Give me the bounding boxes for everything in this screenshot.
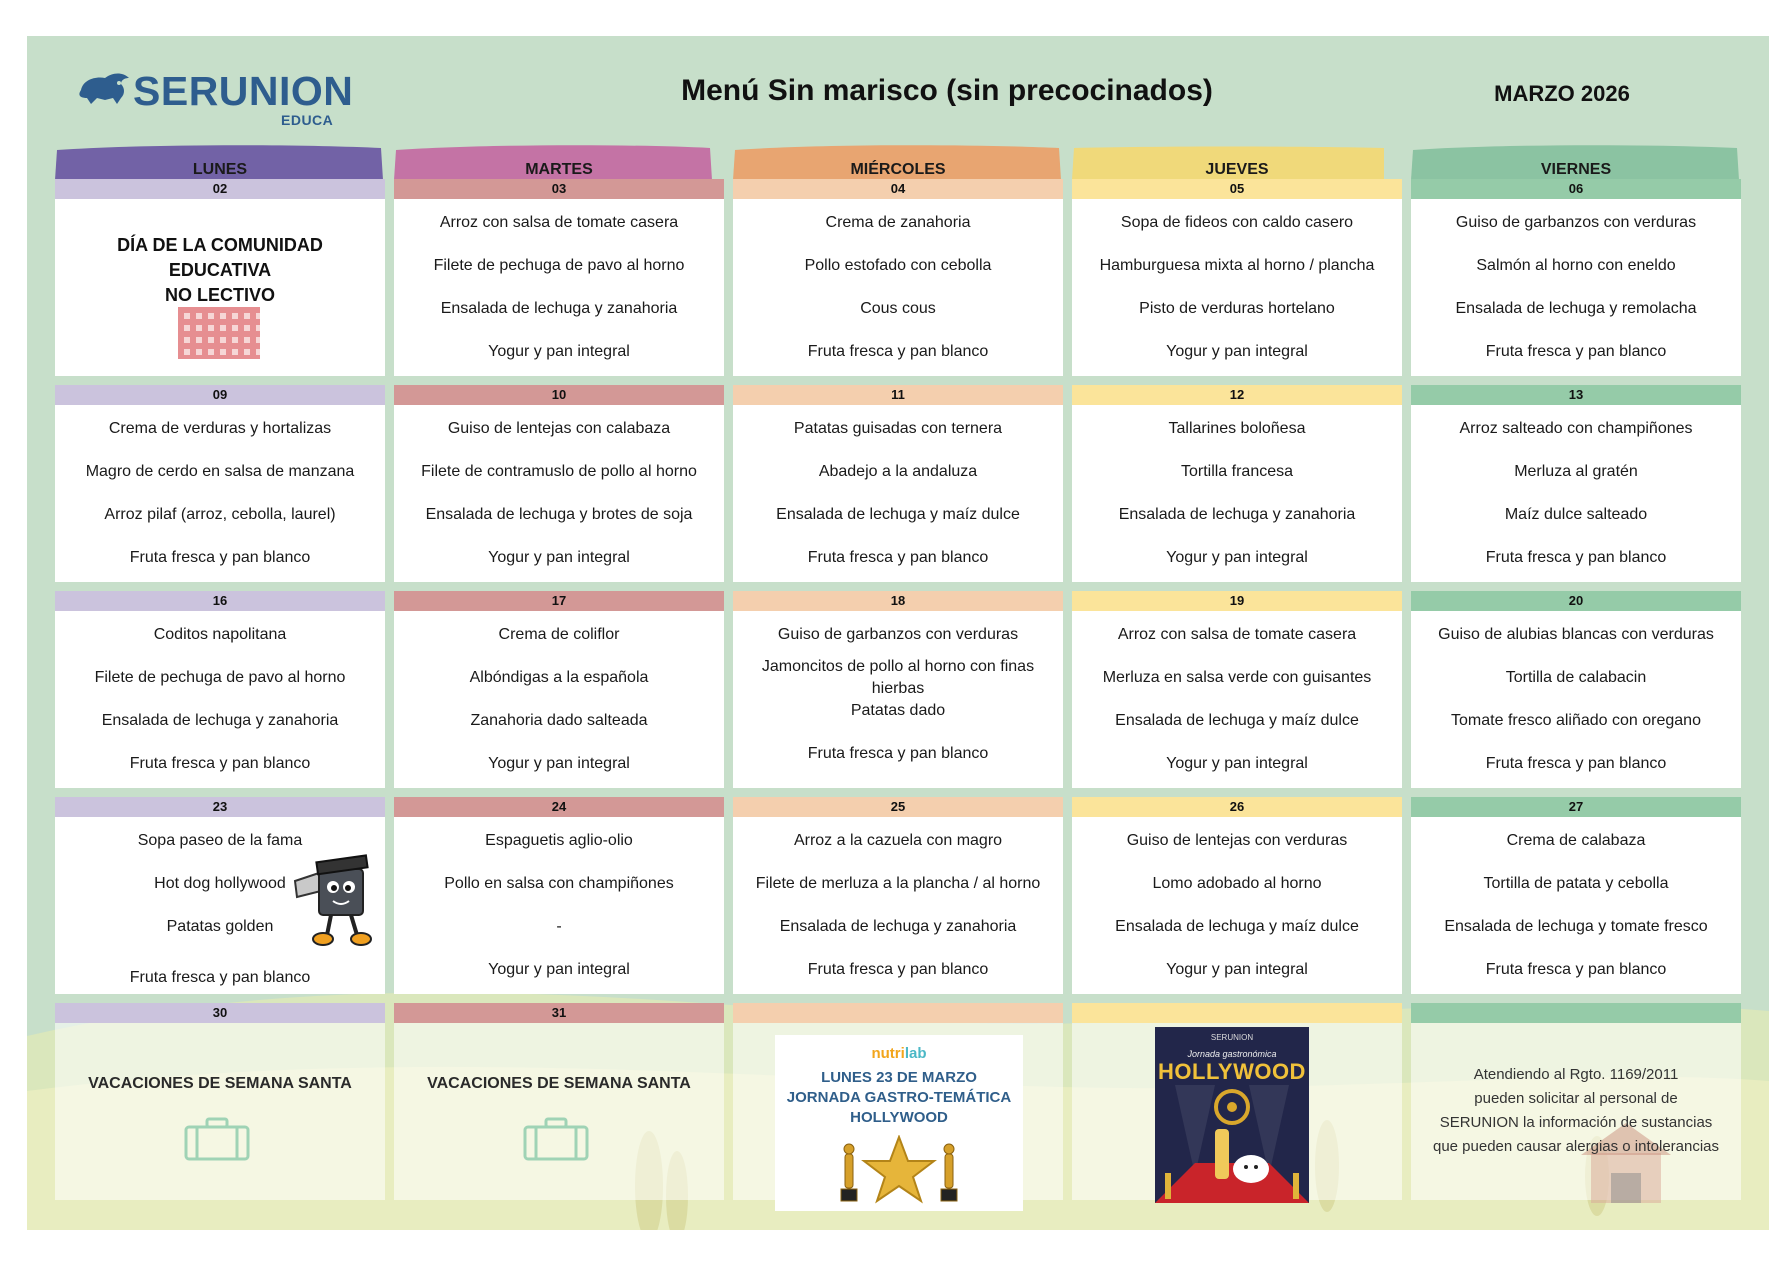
date-number: 26 xyxy=(1072,797,1402,817)
dish-second: Merluza en salsa verde con guisantes xyxy=(1102,669,1372,686)
date-number: 17 xyxy=(394,591,724,611)
day-cell xyxy=(1072,179,1402,376)
holiday-line: DÍA DE LA COMUNIDAD xyxy=(117,235,323,255)
dish-first: Crema de coliflor xyxy=(498,626,620,643)
menu-cell xyxy=(733,405,1063,582)
dish-dessert: Yogur y pan integral xyxy=(488,755,630,772)
logo-wordmark: SERUNION xyxy=(133,68,354,114)
menu-cell xyxy=(1411,817,1741,994)
dish-side: Ensalada de lechuga y brotes de soja xyxy=(425,506,693,523)
nutrilab-logo xyxy=(775,1045,1023,1062)
date-number: 02 xyxy=(55,179,385,199)
menu-cell xyxy=(1072,405,1402,582)
day-cell xyxy=(55,797,385,994)
menu-cell xyxy=(394,817,724,994)
date-number: 19 xyxy=(1072,591,1402,611)
month-label: MARZO 2026 xyxy=(1494,81,1630,106)
dish-side: Ensalada de lechuga y maíz dulce xyxy=(1115,712,1359,729)
dish-second: Pollo estofado con cebolla xyxy=(804,257,992,274)
menu-cell xyxy=(733,817,1063,994)
holiday-text xyxy=(55,211,385,308)
serunion-logo xyxy=(75,68,375,153)
tab-viernes-label: VIERNES xyxy=(1540,161,1612,178)
menu-cell xyxy=(733,611,1063,788)
menu-cell xyxy=(394,405,724,582)
dish-first: Arroz con salsa de tomate casera xyxy=(439,214,679,231)
day-cell xyxy=(1072,797,1402,994)
dish-dessert: Fruta fresca y pan blanco xyxy=(129,549,311,566)
dish-side: Arroz pilaf (arroz, cebolla, laurel) xyxy=(104,506,336,523)
dish-dessert: Yogur y pan integral xyxy=(1166,549,1308,566)
dish-dessert: Fruta fresca y pan blanco xyxy=(1485,343,1667,360)
dish-dessert: Yogur y pan integral xyxy=(1166,961,1308,978)
day-cell xyxy=(55,591,385,788)
date-number: 04 xyxy=(733,179,1063,199)
date-number: 30 xyxy=(55,1003,385,1023)
page-title: Menú Sin marisco (sin precocinados) xyxy=(681,74,1213,107)
dish-second: Filete de pechuga de pavo al horno xyxy=(94,669,346,686)
date-number: 31 xyxy=(394,1003,724,1023)
dish-dessert: Fruta fresca y pan blanco xyxy=(129,969,311,986)
tab-jueves xyxy=(1072,144,1402,180)
dish-side: Zanahoria dado salteada xyxy=(470,712,648,729)
logo-subtitle: EDUCA xyxy=(281,112,334,128)
dish-second: Filete de contramuslo de pollo al horno xyxy=(421,463,697,480)
dish-side: Ensalada de lechuga y zanahoria xyxy=(779,918,1017,935)
dish-second: Salmón al horno con eneldo xyxy=(1476,257,1676,274)
suitcase-icon xyxy=(183,1117,251,1161)
dish-side: Cous cous xyxy=(860,300,936,317)
day-cell xyxy=(1411,591,1741,788)
empty-date-bar xyxy=(733,1003,1063,1023)
day-cell xyxy=(55,1003,385,1200)
dish-first: Espaguetis aglio-olio xyxy=(485,832,633,849)
date-number: 05 xyxy=(1072,179,1402,199)
dish-first: Arroz a la cazuela con magro xyxy=(793,832,1003,849)
dish-first: Crema de verduras y hortalizas xyxy=(108,420,332,437)
dish-dessert: Fruta fresca y pan blanco xyxy=(1485,549,1667,566)
day-cell xyxy=(733,591,1063,788)
day-cell xyxy=(394,591,724,788)
empty-date-bar xyxy=(1411,1003,1741,1023)
tab-martes-label: MARTES xyxy=(525,161,593,178)
dish-second: Lomo adobado al horno xyxy=(1152,875,1322,892)
bull-logo-icon xyxy=(75,68,131,108)
vacation-text: VACACIONES DE SEMANA SANTA xyxy=(88,1075,352,1092)
nutrilab-logo-a: nutri xyxy=(871,1045,905,1062)
menu-cell xyxy=(55,817,385,994)
dish-dessert: Yogur y pan integral xyxy=(488,549,630,566)
date-number: 09 xyxy=(55,385,385,405)
dish-side: Ensalada de lechuga y zanahoria xyxy=(101,712,339,729)
tab-miercoles xyxy=(733,144,1063,180)
promo-text xyxy=(775,1068,1023,1128)
day-cell xyxy=(394,797,724,994)
dish-dessert: Fruta fresca y pan blanco xyxy=(1485,755,1667,772)
menu-grid xyxy=(55,179,1741,1200)
allergen-line: SERUNION la información de sustancias xyxy=(1439,1114,1713,1131)
vacation-cell xyxy=(394,1023,724,1200)
menu-cell xyxy=(55,405,385,582)
dish-side: Tomate fresco aliñado con oregano xyxy=(1451,712,1701,729)
dish-side: Patatas golden xyxy=(166,918,274,935)
menu-cell xyxy=(1411,199,1741,376)
menu-cell xyxy=(1072,817,1402,994)
nutrilab-promo xyxy=(775,1035,1023,1211)
menu-cell xyxy=(1411,405,1741,582)
menu-sheet xyxy=(27,36,1769,1230)
dish-first: Guiso de lentejas con calabaza xyxy=(447,420,671,437)
poster-subtitle: Jornada gastronómica xyxy=(1187,1049,1277,1059)
dish-side: Ensalada de lechuga y remolacha xyxy=(1455,300,1697,317)
suitcase-icon xyxy=(522,1117,590,1161)
day-cell xyxy=(1411,385,1741,582)
day-cell xyxy=(1411,1003,1741,1200)
vacation-text: VACACIONES DE SEMANA SANTA xyxy=(427,1075,691,1092)
dish-second: Merluza al gratén xyxy=(1514,463,1638,480)
promo-line: HOLLYWOOD xyxy=(850,1109,948,1126)
dish-dessert: Fruta fresca y pan blanco xyxy=(129,755,311,772)
poster-cell xyxy=(1072,1023,1402,1200)
dish-dessert: Fruta fresca y pan blanco xyxy=(807,343,989,360)
day-cell xyxy=(733,797,1063,994)
promo-line: LUNES 23 DE MARZO xyxy=(821,1069,977,1086)
day-cell xyxy=(55,385,385,582)
day-cell xyxy=(1072,591,1402,788)
dish-second: Hamburguesa mixta al horno / plancha xyxy=(1099,257,1375,274)
vacation-cell xyxy=(55,1023,385,1200)
date-number: 10 xyxy=(394,385,724,405)
date-number: 06 xyxy=(1411,179,1741,199)
dish-dessert: Fruta fresca y pan blanco xyxy=(807,745,989,762)
dish-dessert: Yogur y pan integral xyxy=(1166,755,1308,772)
day-cell xyxy=(733,179,1063,376)
empty-date-bar xyxy=(1072,1003,1402,1023)
dish-second: Magro de cerdo en salsa de manzana xyxy=(85,463,355,480)
dish-side: Ensalada de lechuga y maíz dulce xyxy=(776,506,1020,523)
dish-first: Guiso de garbanzos con verduras xyxy=(777,626,1019,643)
menu-cell xyxy=(55,611,385,788)
day-cell xyxy=(1072,385,1402,582)
menu-cell xyxy=(1411,611,1741,788)
dish-dessert: Fruta fresca y pan blanco xyxy=(807,961,989,978)
dish-second: Hot dog hollywood xyxy=(154,875,286,892)
dish-first: Sopa de fideos con caldo casero xyxy=(1120,214,1354,231)
day-cell xyxy=(733,1003,1063,1200)
dish-side: Ensalada de lechuga y zanahoria xyxy=(1118,506,1356,523)
day-cell xyxy=(1072,1003,1402,1200)
dish-first: Crema de calabaza xyxy=(1506,832,1646,849)
dish-first: Tallarines boloñesa xyxy=(1168,420,1306,437)
tab-viernes xyxy=(1411,144,1741,180)
dish-side: - xyxy=(556,918,562,935)
dish-dessert: Yogur y pan integral xyxy=(488,961,630,978)
allergen-line: que pueden causar alergias o intolerancias xyxy=(1432,1138,1720,1155)
dish-second: Albóndigas a la española xyxy=(469,669,649,686)
dish-dessert: Yogur y pan integral xyxy=(488,343,630,360)
promo-cell xyxy=(733,1023,1063,1200)
date-number: 13 xyxy=(1411,385,1741,405)
holiday-line: EDUCATIVA xyxy=(168,260,272,280)
day-cell xyxy=(394,1003,724,1200)
day-cell xyxy=(1411,797,1741,994)
menu-cell xyxy=(394,611,724,788)
day-cell xyxy=(394,179,724,376)
date-number: 11 xyxy=(733,385,1063,405)
dish-first: Crema de zanahoria xyxy=(825,214,971,231)
dish-side: Ensalada de lechuga y tomate fresco xyxy=(1444,918,1708,935)
date-number: 12 xyxy=(1072,385,1402,405)
dish-side: Patatas dado xyxy=(850,702,946,719)
dish-first: Guiso de lentejas con verduras xyxy=(1126,832,1348,849)
poster-brand: SERUNION xyxy=(1210,1033,1254,1042)
dish-dessert: Fruta fresca y pan blanco xyxy=(807,549,989,566)
dish-second: Tortilla francesa xyxy=(1180,463,1294,480)
date-number: 25 xyxy=(733,797,1063,817)
date-number: 27 xyxy=(1411,797,1741,817)
dish-side: Maíz dulce salteado xyxy=(1504,506,1648,523)
clapperboard-mascot-icon xyxy=(291,851,379,947)
allergen-notice xyxy=(1423,1063,1729,1159)
dish-dessert: Yogur y pan integral xyxy=(1166,343,1308,360)
dish-first: Arroz salteado con champiñones xyxy=(1459,420,1693,437)
dish-second: Pollo en salsa con champiñones xyxy=(444,875,674,892)
date-number: 16 xyxy=(55,591,385,611)
dish-dessert: Fruta fresca y pan blanco xyxy=(1485,961,1667,978)
date-number: 20 xyxy=(1411,591,1741,611)
dish-first: Coditos napolitana xyxy=(153,626,287,643)
dish-side: Ensalada de lechuga y maíz dulce xyxy=(1115,918,1359,935)
nutrilab-logo-b: lab xyxy=(904,1045,927,1062)
date-number: 23 xyxy=(55,797,385,817)
dish-first: Sopa paseo de la fama xyxy=(137,832,303,849)
tab-jueves-label: JUEVES xyxy=(1205,161,1269,178)
dish-second: Filete de pechuga de pavo al horno xyxy=(433,257,685,274)
day-cell xyxy=(394,385,724,582)
allergen-line: pueden solicitar al personal de xyxy=(1474,1090,1678,1107)
dish-first: Guiso de alubias blancas con verduras xyxy=(1438,626,1714,643)
holiday-line: NO LECTIVO xyxy=(164,285,275,305)
dish-side: Ensalada de lechuga y zanahoria xyxy=(440,300,678,317)
poster-title: HOLLYWOOD xyxy=(1158,1059,1306,1084)
date-number: 03 xyxy=(394,179,724,199)
date-number: 24 xyxy=(394,797,724,817)
menu-cell xyxy=(394,199,724,376)
dish-second: Abadejo a la andaluza xyxy=(818,463,978,480)
day-cell xyxy=(55,179,385,376)
tab-miercoles-label: MIÉRCOLES xyxy=(850,161,946,178)
menu-cell xyxy=(1072,611,1402,788)
red-carpet-icon xyxy=(1155,1085,1309,1203)
dish-second: Jamoncitos de pollo al horno con finas hierbas xyxy=(761,658,1035,697)
tab-martes xyxy=(394,144,724,180)
hollywood-poster xyxy=(1155,1027,1309,1203)
tab-lunes-label: LUNES xyxy=(192,161,248,178)
tab-lunes xyxy=(55,144,385,180)
menu-cell xyxy=(733,199,1063,376)
dish-second: Tortilla de patata y cebolla xyxy=(1483,875,1669,892)
dish-first: Guiso de garbanzos con verduras xyxy=(1455,214,1697,231)
dish-side: Pisto de verduras hortelano xyxy=(1139,300,1335,317)
menu-cell xyxy=(1072,199,1402,376)
dish-first: Patatas guisadas con ternera xyxy=(793,420,1003,437)
dish-second: Filete de merluza a la plancha / al horno xyxy=(755,875,1041,892)
day-cell xyxy=(1411,179,1741,376)
allergen-cell xyxy=(1411,1023,1741,1200)
oscar-star-icon xyxy=(833,1135,965,1205)
date-number: 18 xyxy=(733,591,1063,611)
promo-line: JORNADA GASTRO-TEMÁTICA xyxy=(786,1089,1012,1106)
allergen-line: Atendiendo al Rgto. 1169/2011 xyxy=(1473,1066,1679,1083)
dish-second: Tortilla de calabacin xyxy=(1505,669,1647,686)
tablecloth-icon xyxy=(178,307,260,359)
dish-first: Arroz con salsa de tomate casera xyxy=(1117,626,1357,643)
day-cell xyxy=(733,385,1063,582)
holiday-cell xyxy=(55,199,385,376)
